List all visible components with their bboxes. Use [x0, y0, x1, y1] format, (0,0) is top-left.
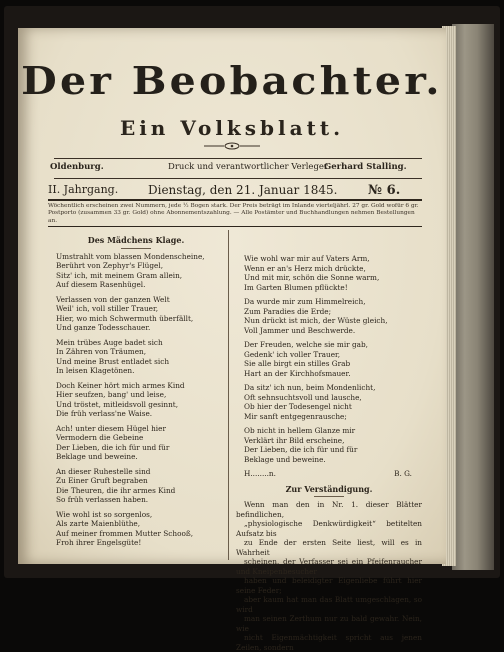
poem-line: Verklärt ihr Bild erscheine, — [244, 435, 345, 445]
poem-line: Als zarte Maienblüthe, — [56, 519, 141, 528]
poem-line: Mein trübes Auge badet sich — [56, 337, 163, 347]
stanza — [236, 297, 422, 335]
imprint-publisher: Gerhard Stalling. — [324, 162, 407, 172]
poem-line: Der Lieben, die ich für und für — [56, 442, 170, 452]
poem-line: Ob nicht in hellem Glanze mir — [244, 426, 356, 435]
stanza — [48, 381, 224, 419]
book-cover-edge — [452, 24, 494, 570]
stanza — [48, 295, 224, 333]
issue-date: Dienstag, den 21. Januar 1845. — [148, 183, 338, 197]
ornament-divider — [202, 141, 262, 151]
newspaper-page — [18, 28, 446, 652]
imprint-printer: Druck und verantwortlicher Verleger — [168, 162, 328, 172]
poem-line: Verlassen von der ganzen Welt — [56, 294, 170, 304]
rule-middle — [54, 178, 422, 179]
poem-continuation — [236, 254, 422, 464]
poem-line: Nun drückt ist mich, der Wüste gleich, — [244, 316, 388, 325]
stanza — [48, 467, 224, 505]
poem-line: Ach! unter diesem Hügel hier — [56, 423, 166, 433]
notice-line: Postporto (zusammen 33 gr. Gold) ohne Abonnementszahlung. — Alle Postämter und Buchhandlungen nehmen Bestellungen an. — [48, 210, 415, 224]
stanza — [236, 254, 422, 292]
poem-signature: H........n. — [244, 469, 276, 478]
poem-line: Wie wohl war mir auf Vaters Arm, — [244, 254, 370, 263]
poem-line: Zum Paradies die Erde; — [244, 306, 332, 316]
poem-line: Der Freuden, welche sie mir gab, — [244, 340, 368, 349]
poem-line: An dieser Ruhestelle sind — [56, 466, 151, 476]
stanza — [236, 426, 422, 464]
article-line: nicht Eigenmächtigkeit spricht aus jenen Zeilen, sondern — [236, 633, 422, 652]
poem-line: Da wurde mir zum Himmelreich, — [244, 297, 366, 306]
poem-line: Beklage und beweine. — [244, 454, 326, 464]
poem-line: Sitz' ich, mit meinem Gram allein, — [56, 270, 183, 280]
stanza — [48, 510, 224, 548]
poem-line: Die früh verlass'ne Waise. — [56, 409, 153, 418]
poem-line: Und tröstet, mitleidsvoll gesinnt, — [56, 399, 179, 409]
stanza — [48, 252, 224, 290]
poem-line: Zu Einer Gruft begraben — [56, 476, 148, 485]
article-title: Zur Verständigung. — [236, 485, 422, 498]
poem-line: Auf diesem Rasenhügel. — [56, 280, 146, 289]
poem-line: Berührt von Zephyr's Flügel, — [56, 261, 164, 270]
bound-volume — [4, 6, 500, 652]
article-line: „physiologische Denkwürdigkeit“ betitelten Aufsatz bis — [236, 519, 422, 538]
poem-line: Der Lieben, die ich für und für — [244, 445, 358, 454]
article-line: aber kaum hat man das Blatt umgeschlagen, so wird — [236, 595, 422, 614]
poem-line: Auf meiner frommen Mutter Schooß, — [56, 528, 194, 538]
poem-line: Weil' ich, voll stiller Trauer, — [56, 304, 159, 313]
poem-line: Doch Keiner hört mich armes Kind — [56, 380, 185, 390]
poem-line: Ob hier der Todesengel nicht — [244, 402, 352, 411]
poem-initials: B. G. — [394, 469, 412, 478]
article-line: man seinen Zerthum nur zu bald gewahr. Nein, wie — [236, 614, 422, 633]
poem-signature-row — [236, 469, 422, 479]
poem-line: Froh ihrer Engelsgüte! — [56, 538, 142, 547]
poem-line: Vermodern die Gebeine — [56, 433, 144, 442]
masthead-title: Der Beobachter. — [21, 58, 443, 103]
article-line: scheinen, der Verfasser sei ein Pfeifenraucher und Kneipenbesucher — [236, 557, 422, 576]
notice-line: Wöchentlich erscheinen zwei Nummern, jede ½ Bogen stark. Der Preis beträgt im Inlande vierteljährl. 27 gr. Gold wofür 6 gr. — [48, 203, 419, 209]
column-divider — [228, 230, 229, 560]
article-line: haben und beleidigter Eigenliebe führt hier seine Feder; — [236, 576, 422, 595]
poem-line: Oft sehnsuchtsvoll und lausche, — [244, 392, 362, 402]
article-line: Wenn man den in Nr. 1. dieser Blätter befindlichen, — [236, 500, 422, 519]
article-line: zu Ende der ersten Seite liest, will es in Wahrheit — [236, 538, 422, 557]
poem-line: Hart an der Kirchhofsmauer. — [244, 368, 351, 378]
poem-title: Des Mädchens Klage. — [48, 236, 224, 249]
masthead-subtitle: Ein Volksblatt. — [119, 116, 345, 140]
imprint-place: Oldenburg. — [50, 162, 104, 172]
poem-line: Im Garten Blumen pflückte! — [244, 282, 348, 292]
poem-line: Hier, wo mich Schwermuth überfällt, — [56, 313, 194, 323]
article-body — [236, 500, 422, 652]
issue-volume: II. Jahrgang. — [48, 183, 119, 196]
poem-line: In Zähren von Träumen, — [56, 347, 147, 356]
issue-number: № 6. — [368, 183, 401, 198]
poem-line: Wenn er an's Herz mich drückte, — [244, 263, 366, 273]
rule-notice — [48, 226, 422, 227]
poem-line: Und ganze Todesschauer. — [56, 323, 151, 332]
poem-stanzas — [48, 252, 224, 548]
rule-top — [54, 158, 422, 159]
stanza — [236, 340, 422, 378]
poem-line: Hier seufzen, bang' und leise, — [56, 390, 167, 399]
poem-line: Beklage und beweine. — [56, 452, 138, 461]
poem-line: Die Theuren, die ihr armes Kind — [56, 485, 176, 495]
poem-line: Und mit mir, schön die Sonne warm, — [244, 273, 380, 282]
poem-line: So früh verlassen haben. — [56, 495, 149, 504]
stanza — [48, 424, 224, 462]
left-column — [48, 228, 224, 553]
poem-line: Wie wohl ist so sorgenlos, — [56, 509, 153, 519]
poem-line: In leisen Klagetönen. — [56, 366, 135, 375]
right-column — [236, 228, 422, 652]
poem-line: Und meine Brust entladet sich — [56, 356, 170, 366]
poem-line: Sie alle birgt ein stilles Grab — [244, 359, 351, 368]
poem-line: Mir sanft entgegenrausche; — [244, 411, 347, 421]
poem-line: Voll Jammer und Beschwerde. — [244, 325, 356, 335]
stanza — [48, 338, 224, 376]
subscription-notice — [48, 203, 422, 225]
poem-line: Da sitz' ich nun, beim Mondenlicht, — [244, 383, 376, 392]
poem-line: Umstrahlt vom blassen Mondenscheine, — [56, 251, 205, 261]
rule-thick — [48, 199, 422, 201]
poem-line: Gedenk' ich voller Trauer, — [244, 349, 341, 359]
stanza — [236, 383, 422, 421]
